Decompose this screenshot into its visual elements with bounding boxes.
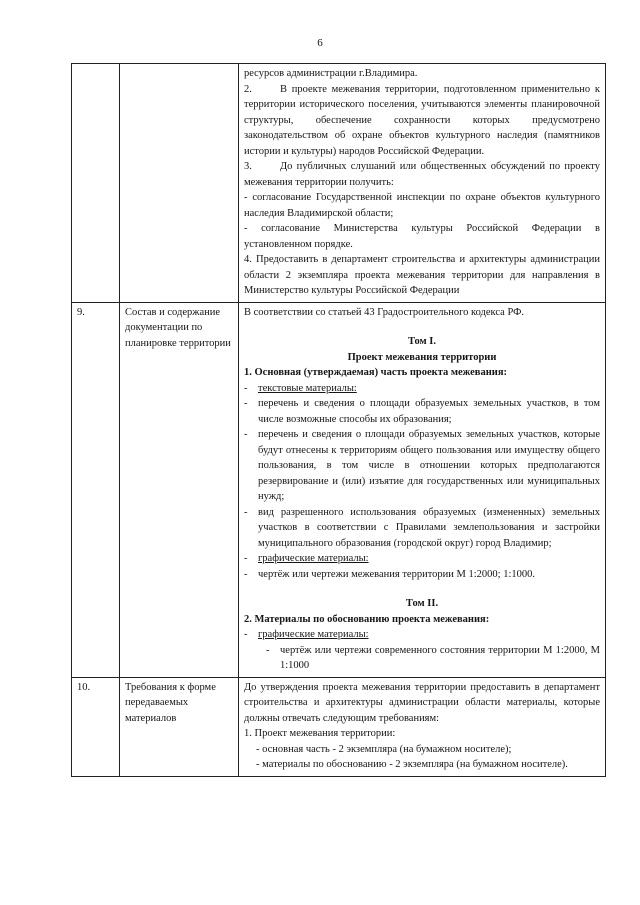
volume-1-title: Том I. [407, 336, 437, 347]
list-item-text: перечень и сведения о площади образуемых земельных участков, в том числе возможные способы их образования; [258, 398, 600, 425]
text-materials-label: текстовые материалы: [258, 382, 357, 394]
list-item: - чертёж или чертежи современного состояния территории М 1:2000, М 1:1000 [244, 643, 600, 674]
part-2-heading: 2. Материалы по обоснованию проекта межевания: [244, 613, 490, 625]
continued-line-6: 4. Предоставить в департамент строительства и архитектуры администрации области 2 экземпляра проекта межевания территории для направления в Министерство культуры Российской Федерации [244, 254, 600, 296]
cell-content-continued [239, 64, 606, 303]
table-row-10 [72, 677, 606, 776]
list-item: - перечень и сведения о площади образуемых земельных участков, которые будут отнесены к территориям общего пользования или имуществу общего пользования, в том числе в отношении которых предполагаются резервирование и (или) изъятие для государственных или муниципальных нужд; [244, 427, 600, 505]
text-materials-item: - текстовые материалы: [244, 381, 600, 397]
paragraph-text: В проекте межевания территории, подготовленном применительно к территории исторического поселения, учитываются элементы планировочной структуры, обеспечение сохранности которых предусмотрено законодательством об охране объектов культурного наследия (памятников истории и культуры) народов Российской Федерации. [244, 83, 600, 157]
cell-title-empty [120, 64, 239, 303]
cell-number-empty [72, 64, 120, 303]
row-10-title: Требования к форме передаваемых материалов [120, 677, 239, 776]
part-1-heading: 1. Основная (утверждаемая) часть проекта межевания: [244, 367, 508, 378]
row-9-intro: В соответствии со статьей 43 Градостроительного кодекса РФ. [244, 306, 525, 318]
row-10-point-1: 1. Проект межевания территории: [244, 728, 396, 739]
volume-2-title: Том II. [405, 598, 439, 609]
graphic-materials-2-label: графические материалы: [258, 629, 369, 640]
list-item: - чертёж или чертежи межевания территории М 1:2000; 1:1000. [244, 567, 600, 583]
paragraph-text: До публичных слушаний или общественных обсуждений по проекту межевания территории получить: [244, 161, 600, 188]
graphic-materials-2-item: - графические материалы: [244, 627, 600, 643]
row-10-sub-item-1: - основная часть - 2 экземпляра (на бумажном носителе); [256, 743, 512, 755]
row-10-sub-item-2: - материалы по обоснованию - 2 экземпляра (на бумажном носителе). [256, 759, 568, 770]
paragraph-number: 2. [244, 83, 252, 95]
graphic-materials-item: - графические материалы: [244, 551, 600, 567]
requirements-table [71, 63, 606, 777]
paragraph-number: 3. [244, 161, 252, 172]
list-item: - вид разрешенного использования образуемых (измененных) земельных участков в соответствии с Правилами землепользования и застройки муниципального образования (городской округ) город Владимир; [244, 505, 600, 552]
row-10-text: До утверждения проекта межевания территории предоставить в департамент строительства и архитектуры администрации области материалы, которые должны отвечать следующим требованиям: [244, 681, 600, 724]
continued-line-1: ресурсов администрации г.Владимира. [244, 68, 418, 79]
table-row-9 [72, 302, 606, 677]
volume-1-subtitle: Проект межевания территории [347, 351, 497, 363]
list-item-text: чертёж или чертежи межевания территории М 1:2000; 1:1000. [258, 568, 535, 580]
page-number: 6 [317, 37, 323, 49]
graphic-materials-label: графические материалы: [258, 553, 369, 564]
continued-line-2 [244, 82, 600, 160]
row-9-content [239, 302, 606, 677]
row-10-number: 10. [72, 677, 120, 776]
continued-line-3 [244, 159, 600, 190]
list-item-text: перечень и сведения о площади образуемых земельных участков, которые будут отнесены к территориям общего пользования или имуществу общего пользования, в том числе в отношении которых предполагаются резервирование и (или) изъятие для государственных или муниципальных нужд; [258, 429, 600, 502]
list-item-text: чертёж или чертежи современного состояния территории М 1:2000, М 1:1000 [280, 644, 600, 671]
row-9-title: Состав и содержание документации по планировке территории [120, 302, 239, 677]
continued-line-4: - согласование Государственной инспекции по охране объектов культурного наследия Владимирской области; [244, 192, 600, 219]
continued-line-5: - согласование Министерства культуры Российской Федерации в установленном порядке. [244, 223, 600, 250]
row-10-content [239, 677, 606, 776]
list-item-text: вид разрешенного использования образуемых (измененных) земельных участков в соответствии с Правилами землепользования и застройки муниципального образования (городской округ) город Владимир; [258, 506, 600, 549]
table-row-continued [72, 64, 606, 303]
list-item: - перечень и сведения о площади образуемых земельных участков, в том числе возможные способы их образования; [244, 396, 600, 427]
row-9-number: 9. [72, 302, 120, 677]
